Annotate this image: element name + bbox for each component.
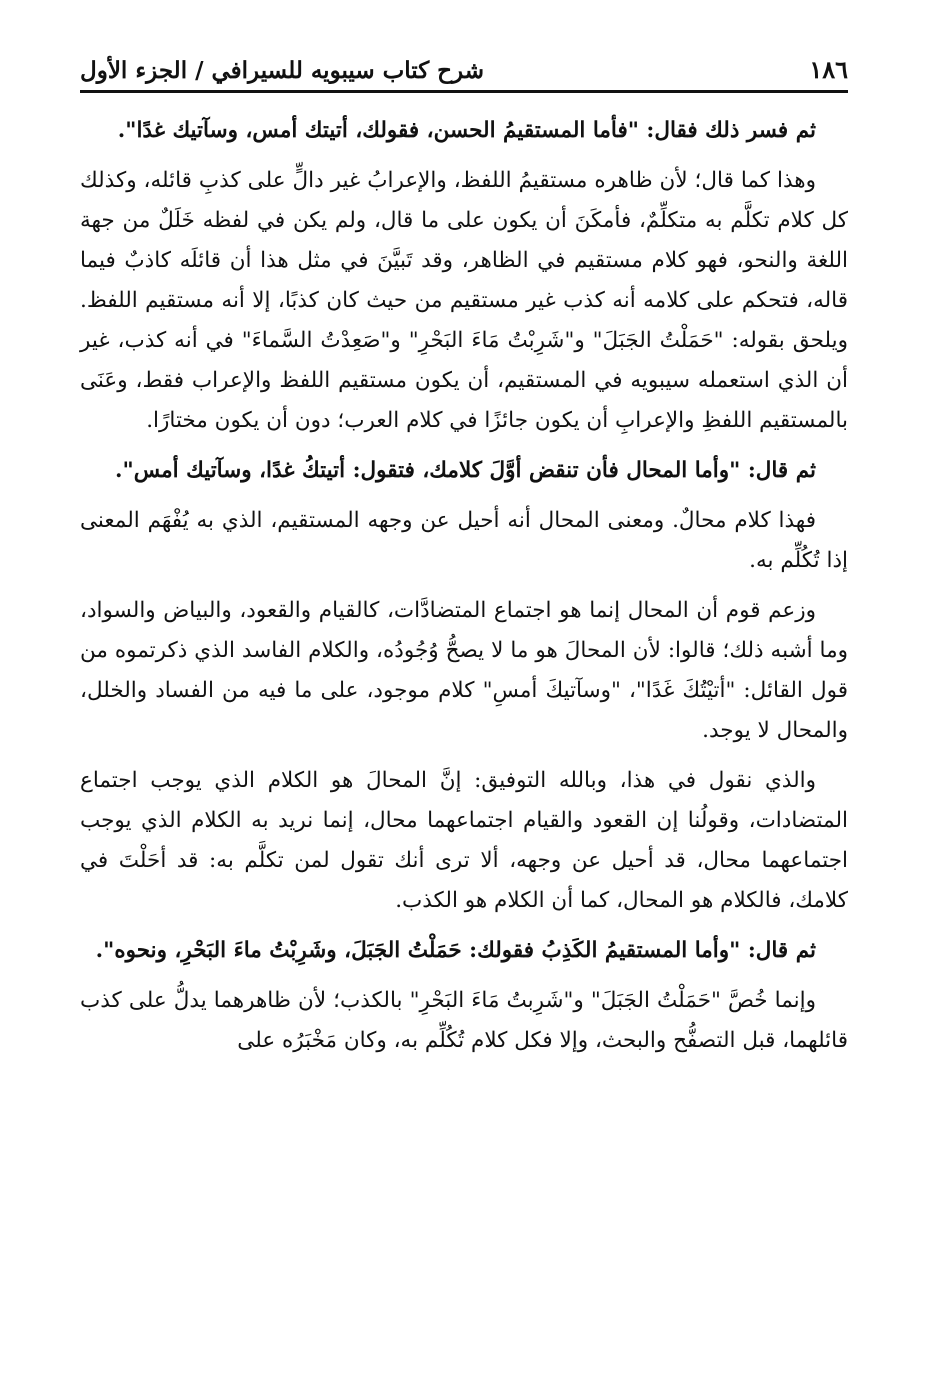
running-title: شرح كتاب سيبويه للسيرافي / الجزء الأول <box>80 57 484 84</box>
paragraph-quote: ثم قال: "وأما المحال فأن تنقض أوَّلَ كلامك، فتقول: أتيتكُ غدًا، وسآتيك أمس". <box>115 458 816 483</box>
paragraph: وإنما خُصَّ "حَمَلْتُ الجَبَلَ" و"شَرِبتُ مَاءَ البَحْرِ" بالكذب؛ لأن ظاهرهما يدلُّ على كذب قائلهما، قبل التصفُّح والبحث، وإلا فكل كلام تُكُلِّم به، وكان مَخْبَرُه على <box>80 988 848 1053</box>
book-page <box>80 40 848 1071</box>
page-number: ١٨٦ <box>809 55 848 84</box>
paragraph-quote: ثم قال: "وأما المستقيمُ الكَذِبُ فقولك: حَمَلْتُ الجَبَلَ، وشَرِبْتُ ماءَ البَحْرِ، ونحوه". <box>95 938 816 963</box>
paragraph: فهذا كلام محالٌ. ومعنى المحال أنه أحيل عن وجهه المستقيم، الذي به يُفْهَم المعنى إذا تُكُلِّم به. <box>80 508 848 573</box>
body-text <box>80 111 848 1061</box>
paragraph: وزعم قوم أن المحال إنما هو اجتماع المتضادَّات، كالقيام والقعود، والبياض والسواد، وما أشبه ذلك؛ قالوا: لأن المحالَ هو ما لا يصحُّ وُجُودُه، والكلام الفاسد الذي ذكرتموه من قول القائل: "أتيْتُكَ غَدًا"، "وسآتيكَ أمسِ" كلام موجود، على ما فيه من الفساد والخلل، والمحال لا يوجد. <box>80 598 848 743</box>
page-header <box>80 40 848 93</box>
paragraph: وهذا كما قال؛ لأن ظاهره مستقيمُ اللفظ، والإعرابُ غير دالٍّ على كذبِ قائله، وكذلك كل كلام تكلَّم به متكلِّمٌ، فأمكَنَ أن يكون على ما قال، ولم يكن في لفظه خَلَلٌ من جهة اللغة والنحو، فهو كلام مستقيم في الظاهر، وقد تَبيَّنَ في مثل هذا أن قائلَه كاذبٌ فيما قاله، فتحكم على كلامه أنه كذب غير مستقيم من حيث كان كذبًا، إلا أنه مستقيم اللفظ. ويلحق بقوله: "حَمَلْتُ الجَبَلَ" و"شَرِبْتُ مَاءَ البَحْرِ" و"صَعِدْتُ السَّماءَ" في أنه كذب، غير أن الذي استعمله سيبويه في المستقيم، أن يكون مستقيم اللفظ والإعراب فقط، وعَنَى بالمستقيم اللفظِ والإعرابِ أن يكون جائزًا في كلام العرب؛ دون أن يكون مختارًا. <box>80 168 848 433</box>
paragraph-quote: ثم فسر ذلك فقال: "فأما المستقيمُ الحسن، فقولك، أتيتك أمس، وسآتيك غدًا". <box>117 118 816 143</box>
paragraph: والذي نقول في هذا، وبالله التوفيق: إنَّ المحالَ هو الكلام الذي يوجب اجتماع المتضادات، وقولُنا إن القعود والقيام اجتماعهما محال، إنما نريد به الكلام الذي يوجب اجتماعهما محال، قد أحيل عن وجهه، ألا ترى أنك تقول لمن تكلَّم به: قد أحَلْتَ في كلامك، فالكلام هو المحال، كما أن الكلام هو الكذب. <box>80 768 848 913</box>
